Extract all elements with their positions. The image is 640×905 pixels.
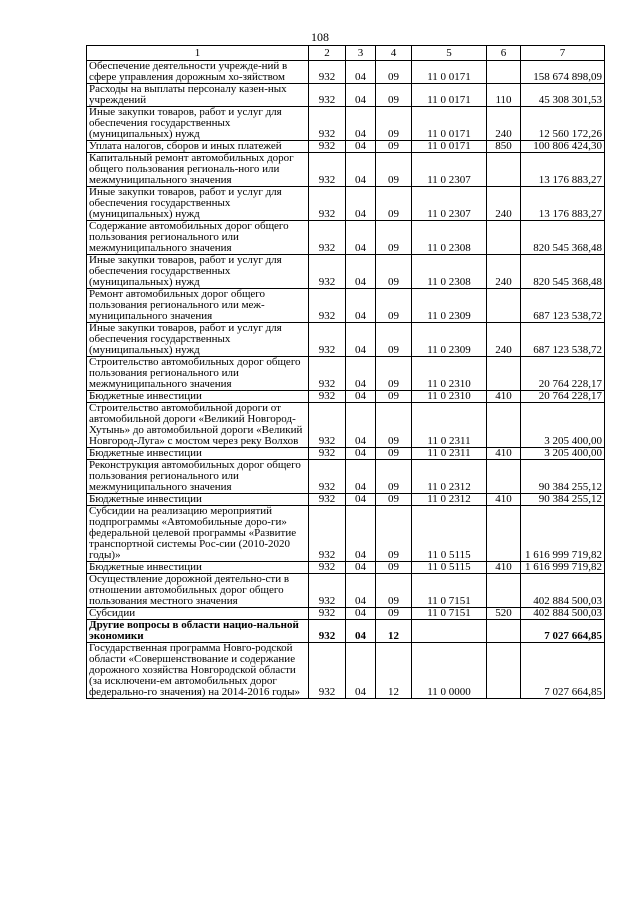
- expense-type-cell: 520: [487, 608, 521, 620]
- chapter-cell: 932: [309, 153, 346, 187]
- table-row: [87, 448, 605, 460]
- target-article-cell: 11 0 2308: [412, 255, 487, 289]
- row-name-cell: Иные закупки товаров, работ и услуг для обеспечения государственных (муниципальных) нужд: [87, 187, 309, 221]
- table-row: [87, 153, 605, 187]
- expense-type-cell: [487, 153, 521, 187]
- subsection-cell: 09: [376, 562, 412, 574]
- section-cell: 04: [346, 61, 376, 84]
- target-article-cell: 11 0 2307: [412, 153, 487, 187]
- header-cell: 1: [87, 46, 309, 61]
- table-row: [87, 107, 605, 141]
- table-row: [87, 403, 605, 448]
- expense-type-cell: 410: [487, 448, 521, 460]
- expense-type-cell: 850: [487, 141, 521, 153]
- row-name-cell: Уплата налогов, сборов и иных платежей: [87, 141, 309, 153]
- row-name-cell: Расходы на выплаты персоналу казен-ных учреждений: [87, 84, 309, 107]
- table-row: [87, 84, 605, 107]
- expense-type-cell: [487, 403, 521, 448]
- amount-cell: 158 674 898,09: [521, 61, 605, 84]
- section-cell: 04: [346, 153, 376, 187]
- section-cell: 04: [346, 221, 376, 255]
- subsection-cell: 09: [376, 574, 412, 608]
- table-row: [87, 357, 605, 391]
- header-cell: 7: [521, 46, 605, 61]
- section-cell: 04: [346, 562, 376, 574]
- expense-type-cell: [487, 289, 521, 323]
- section-cell: 04: [346, 460, 376, 494]
- expense-type-cell: [487, 643, 521, 699]
- table-row: [87, 608, 605, 620]
- section-cell: 04: [346, 506, 376, 562]
- subsection-cell: 09: [376, 391, 412, 403]
- chapter-cell: 932: [309, 323, 346, 357]
- amount-cell: 820 545 368,48: [521, 255, 605, 289]
- expense-type-cell: 240: [487, 107, 521, 141]
- target-article-cell: 11 0 7151: [412, 574, 487, 608]
- chapter-cell: 932: [309, 562, 346, 574]
- subsection-cell: 09: [376, 460, 412, 494]
- target-article-cell: 11 0 2312: [412, 460, 487, 494]
- header-row: [87, 46, 605, 61]
- expense-type-cell: [487, 61, 521, 84]
- header-cell: 5: [412, 46, 487, 61]
- row-name-cell: Субсидии: [87, 608, 309, 620]
- expense-type-cell: 410: [487, 391, 521, 403]
- table-row: [87, 506, 605, 562]
- section-cell: 04: [346, 448, 376, 460]
- chapter-cell: 932: [309, 107, 346, 141]
- target-article-cell: 11 0 2311: [412, 448, 487, 460]
- row-name-cell: Иные закупки товаров, работ и услуг для обеспечения государственных (муниципальных) нужд: [87, 255, 309, 289]
- expense-type-cell: 240: [487, 323, 521, 357]
- amount-cell: 7 027 664,85: [521, 643, 605, 699]
- target-article-cell: 11 0 0000: [412, 643, 487, 699]
- row-name-cell: Содержание автомобильных дорог общего пользования регионального или межмуниципального значения: [87, 221, 309, 255]
- section-cell: 04: [346, 357, 376, 391]
- subsection-cell: 09: [376, 494, 412, 506]
- amount-cell: 687 123 538,72: [521, 289, 605, 323]
- chapter-cell: 932: [309, 141, 346, 153]
- subsection-cell: 09: [376, 107, 412, 141]
- page-number: 108: [311, 30, 329, 44]
- amount-cell: 1 616 999 719,82: [521, 562, 605, 574]
- section-cell: 04: [346, 620, 376, 643]
- row-name-cell: Бюджетные инвестиции: [87, 494, 309, 506]
- target-article-cell: 11 0 2311: [412, 403, 487, 448]
- row-name-cell: Ремонт автомобильных дорог общего пользования регионального или меж-муниципального значения: [87, 289, 309, 323]
- section-cell: 04: [346, 141, 376, 153]
- target-article-cell: 11 0 0171: [412, 84, 487, 107]
- row-name-cell: Бюджетные инвестиции: [87, 448, 309, 460]
- section-cell: 04: [346, 84, 376, 107]
- table-row: [87, 620, 605, 643]
- target-article-cell: 11 0 0171: [412, 61, 487, 84]
- subsection-cell: 09: [376, 506, 412, 562]
- amount-cell: 402 884 500,03: [521, 608, 605, 620]
- table-row: [87, 323, 605, 357]
- target-article-cell: 11 0 5115: [412, 506, 487, 562]
- amount-cell: 13 176 883,27: [521, 153, 605, 187]
- amount-cell: 3 205 400,00: [521, 403, 605, 448]
- row-name-cell: Осуществление дорожной деятельно-сти в отношении автомобильных дорог общего пользования местного значения: [87, 574, 309, 608]
- subsection-cell: 12: [376, 620, 412, 643]
- header-cell: 2: [309, 46, 346, 61]
- table-row: [87, 141, 605, 153]
- amount-cell: 90 384 255,12: [521, 494, 605, 506]
- expense-type-cell: [487, 574, 521, 608]
- expense-type-cell: 240: [487, 187, 521, 221]
- target-article-cell: [412, 620, 487, 643]
- subsection-cell: 09: [376, 289, 412, 323]
- chapter-cell: 932: [309, 255, 346, 289]
- subsection-cell: 09: [376, 255, 412, 289]
- amount-cell: 687 123 538,72: [521, 323, 605, 357]
- subsection-cell: 09: [376, 608, 412, 620]
- target-article-cell: 11 0 2312: [412, 494, 487, 506]
- expense-type-cell: [487, 460, 521, 494]
- subsection-cell: 09: [376, 323, 412, 357]
- row-name-cell: Капитальный ремонт автомобильных дорог общего пользования региональ-ного или межмуниципального значения: [87, 153, 309, 187]
- expense-type-cell: [487, 221, 521, 255]
- amount-cell: 20 764 228,17: [521, 391, 605, 403]
- subsection-cell: 09: [376, 153, 412, 187]
- amount-cell: 13 176 883,27: [521, 187, 605, 221]
- row-name-cell: Строительство автомобильной дороги от автомобильной дороги «Великий Новгород-Хутынь» до автомобильной дороги «Великий Новгород-Луга» с мостом через реку Волхов: [87, 403, 309, 448]
- amount-cell: 20 764 228,17: [521, 357, 605, 391]
- budget-table: [86, 45, 605, 699]
- target-article-cell: 11 0 2309: [412, 323, 487, 357]
- table-row: [87, 289, 605, 323]
- table-row: [87, 221, 605, 255]
- table-row: [87, 643, 605, 699]
- target-article-cell: 11 0 0171: [412, 141, 487, 153]
- table-row: [87, 562, 605, 574]
- amount-cell: 12 560 172,26: [521, 107, 605, 141]
- chapter-cell: 932: [309, 61, 346, 84]
- table-row: [87, 460, 605, 494]
- header-cell: 6: [487, 46, 521, 61]
- amount-cell: 100 806 424,30: [521, 141, 605, 153]
- chapter-cell: 932: [309, 84, 346, 107]
- row-name-cell: Реконструкция автомобильных дорог общего пользования регионального или межмуниципального значения: [87, 460, 309, 494]
- section-cell: 04: [346, 391, 376, 403]
- amount-cell: 820 545 368,48: [521, 221, 605, 255]
- subsection-cell: 09: [376, 357, 412, 391]
- chapter-cell: 932: [309, 460, 346, 494]
- expense-type-cell: [487, 620, 521, 643]
- subsection-cell: 09: [376, 448, 412, 460]
- target-article-cell: 11 0 2308: [412, 221, 487, 255]
- section-cell: 04: [346, 574, 376, 608]
- chapter-cell: 932: [309, 289, 346, 323]
- section-cell: 04: [346, 494, 376, 506]
- target-article-cell: 11 0 0171: [412, 107, 487, 141]
- header-cell: 4: [376, 46, 412, 61]
- expense-type-cell: 240: [487, 255, 521, 289]
- row-name-cell: Субсидии на реализацию мероприятий подпрограммы «Автомобильные доро-ги» федеральной целевой программы «Развитие транспортной системы Рос-сии (2010-2020 годы)»: [87, 506, 309, 562]
- table-row: [87, 61, 605, 84]
- row-name-cell: Иные закупки товаров, работ и услуг для обеспечения государственных (муниципальных) нужд: [87, 107, 309, 141]
- amount-cell: 90 384 255,12: [521, 460, 605, 494]
- row-name-cell: Обеспечение деятельности учрежде-ний в сфере управления дорожным хо-зяйством: [87, 61, 309, 84]
- chapter-cell: 932: [309, 357, 346, 391]
- section-cell: 04: [346, 107, 376, 141]
- subsection-cell: 09: [376, 403, 412, 448]
- expense-type-cell: [487, 357, 521, 391]
- target-article-cell: 11 0 2307: [412, 187, 487, 221]
- expense-type-cell: 410: [487, 494, 521, 506]
- table-row: [87, 255, 605, 289]
- chapter-cell: 932: [309, 494, 346, 506]
- chapter-cell: 932: [309, 506, 346, 562]
- subsection-cell: 09: [376, 187, 412, 221]
- section-cell: 04: [346, 403, 376, 448]
- amount-cell: 1 616 999 719,82: [521, 506, 605, 562]
- expense-type-cell: 110: [487, 84, 521, 107]
- chapter-cell: 932: [309, 221, 346, 255]
- expense-type-cell: 410: [487, 562, 521, 574]
- row-name-cell: Иные закупки товаров, работ и услуг для обеспечения государственных (муниципальных) нужд: [87, 323, 309, 357]
- chapter-cell: 932: [309, 403, 346, 448]
- subsection-cell: 09: [376, 84, 412, 107]
- target-article-cell: 11 0 2309: [412, 289, 487, 323]
- row-name-cell: Другие вопросы в области нацио-нальной экономики: [87, 620, 309, 643]
- subsection-cell: 12: [376, 643, 412, 699]
- chapter-cell: 932: [309, 620, 346, 643]
- target-article-cell: 11 0 7151: [412, 608, 487, 620]
- row-name-cell: Строительство автомобильных дорог общего пользования регионального или межмуниципального значения: [87, 357, 309, 391]
- chapter-cell: 932: [309, 448, 346, 460]
- table-row: [87, 574, 605, 608]
- target-article-cell: 11 0 2310: [412, 357, 487, 391]
- section-cell: 04: [346, 323, 376, 357]
- row-name-cell: Бюджетные инвестиции: [87, 391, 309, 403]
- amount-cell: 402 884 500,03: [521, 574, 605, 608]
- amount-cell: 7 027 664,85: [521, 620, 605, 643]
- section-cell: 04: [346, 255, 376, 289]
- chapter-cell: 932: [309, 391, 346, 403]
- header-cell: 3: [346, 46, 376, 61]
- subsection-cell: 09: [376, 221, 412, 255]
- section-cell: 04: [346, 187, 376, 221]
- amount-cell: 3 205 400,00: [521, 448, 605, 460]
- chapter-cell: 932: [309, 608, 346, 620]
- subsection-cell: 09: [376, 141, 412, 153]
- amount-cell: 45 308 301,53: [521, 84, 605, 107]
- expense-type-cell: [487, 506, 521, 562]
- row-name-cell: Бюджетные инвестиции: [87, 562, 309, 574]
- table-row: [87, 494, 605, 506]
- section-cell: 04: [346, 608, 376, 620]
- section-cell: 04: [346, 289, 376, 323]
- chapter-cell: 932: [309, 643, 346, 699]
- table-row: [87, 187, 605, 221]
- target-article-cell: 11 0 2310: [412, 391, 487, 403]
- table-row: [87, 391, 605, 403]
- target-article-cell: 11 0 5115: [412, 562, 487, 574]
- section-cell: 04: [346, 643, 376, 699]
- row-name-cell: Государственная программа Новго-родской области «Совершенствование и содержание дорожного хозяйства Новгородской области (за исключени-ем автомобильных дорог федерально-го значения) на 2014-2016 годы»: [87, 643, 309, 699]
- subsection-cell: 09: [376, 61, 412, 84]
- chapter-cell: 932: [309, 187, 346, 221]
- chapter-cell: 932: [309, 574, 346, 608]
